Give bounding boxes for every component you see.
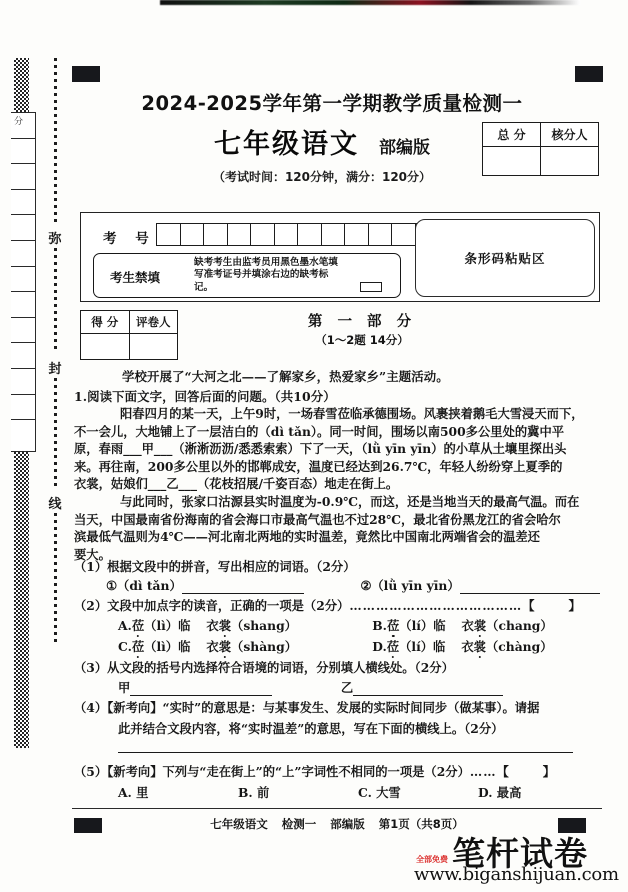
watermark-url: www.biganshijuan.com <box>414 864 619 885</box>
subject-edition: 部编版 <box>379 138 430 158</box>
footer-subject: 七年级语文 <box>210 817 268 831</box>
passage-line: 当天，中国最南省份海南的省会海口市最高气温也不过28℃，最北省份黑龙江的省会哈尔 <box>74 511 561 527</box>
sub-question-4 <box>74 698 539 716</box>
leader-dots-5: …… <box>469 764 497 779</box>
subject-row <box>112 122 532 161</box>
option-C-tail1: 临 <box>178 639 191 654</box>
option-C-word1: 莅 <box>131 639 145 654</box>
bracket-open: 【 <box>522 598 535 613</box>
exam-number-cells[interactable] <box>156 223 439 246</box>
sub-question-5 <box>74 762 555 780</box>
score-grader-header-row <box>81 311 177 334</box>
option-B-label: B. <box>372 618 387 633</box>
total-score-value-total[interactable] <box>483 147 541 175</box>
option-C[interactable] <box>118 637 368 655</box>
scanner-color-strip <box>160 0 580 5</box>
exam-number-cell[interactable] <box>344 223 368 246</box>
answer-blank-yi[interactable] <box>353 680 503 696</box>
sub-question-4-line1: “实时”的意思是：与某事发生、发展的实际时间同步（做某事）。请据 <box>162 700 540 715</box>
passage-line: 原，春雨___甲___（淅淅沥沥/悉悉索索）下了一天，（lǜ yīn yīn）的小草从土壤里探出头 <box>74 441 567 457</box>
option-D-label: D. <box>372 639 387 654</box>
option-C-pinyin2: （shàng） <box>231 639 298 654</box>
sub-question-3 <box>74 658 454 676</box>
answer-blank-1[interactable] <box>182 578 304 594</box>
option-A-tail1: 临 <box>178 618 191 633</box>
footer-edition: 部编版 <box>330 817 365 831</box>
seal-char-mi: 弥 <box>48 232 62 247</box>
passage-line: 阳春四月的某一天，上午9时，一场春雪莅临承德围场。风裹挟着鹅毛大雪浸天而下， <box>120 406 584 421</box>
passage-line: 滨最低气温则为4℃——河北南北两地的实时温差，竟然比中国南北两端省会的温差还 <box>74 529 540 545</box>
barcode-paste-area: 条形码粘贴区 <box>415 219 595 297</box>
option-B[interactable] <box>372 616 622 634</box>
part-range: （1～2题 14分） <box>315 333 409 347</box>
seal-char-xian: 线 <box>48 497 62 512</box>
footer-divider <box>72 808 602 809</box>
sub-question-3-answers <box>118 678 503 696</box>
sub-question-5-text: 下列与“走在街上”的“上”字词性不相同的一项是（2分） <box>162 764 470 779</box>
sub-question-1-text: 根据文段中的拼音，写出相应的词语。（2分） <box>107 559 356 574</box>
option-A-pinyin1: （lì） <box>144 618 179 633</box>
score-grader-table <box>80 310 178 360</box>
option-A[interactable] <box>118 616 368 634</box>
bracket-close: 】 <box>568 598 581 613</box>
passage-line: 与此同时，张家口沽源县实时温度为-0.9℃，而这，还是当地当天的最高气温。而在 <box>120 493 580 509</box>
option-B-pinyin1: （lí） <box>399 618 434 633</box>
footer-exam: 检测一 <box>281 817 317 831</box>
exam-number-cell[interactable] <box>274 223 298 246</box>
sub-question-1 <box>74 557 356 575</box>
total-score-header-row <box>483 123 598 147</box>
exam-number-cell[interactable] <box>321 223 345 246</box>
exam-number-cell[interactable] <box>297 223 321 246</box>
edge-table-partial-glyph: 分 <box>14 117 24 127</box>
option-A-pinyin2: （shang） <box>231 618 297 633</box>
sub-question-2 <box>74 596 581 614</box>
exam-number-cell[interactable] <box>180 223 204 246</box>
total-score-value-row <box>483 147 598 175</box>
sub-question-1-answers <box>106 576 606 594</box>
option-5-D[interactable]: D. 最高 <box>478 785 522 800</box>
score-value[interactable] <box>81 334 130 359</box>
activity-intro-line: 学校开展了“大河之北——了解家乡，热爱家乡”主题活动。 <box>122 369 449 384</box>
blank-label-yi: 乙 <box>340 680 354 695</box>
absent-mark-checkbox[interactable] <box>360 282 382 292</box>
grader-header: 评卷人 <box>136 315 171 329</box>
grader-value[interactable] <box>130 334 178 359</box>
exam-number-cell[interactable] <box>156 223 180 246</box>
sub-question-4-no: （4） <box>74 700 108 715</box>
sub-question-5-options <box>118 783 598 801</box>
page-title: 2024-2025学年第一学期教学质量检测一 <box>141 92 523 115</box>
sub-question-4-line2: 此并结合文段内容，将“实时温差”的意思，写在下面的横线上。（2分） <box>118 721 504 736</box>
absent-instruction-text: 缺考考生由监考员用黑色墨水笔填写准考证号并填涂右边的缺考标记。 <box>194 257 338 293</box>
sub-question-2-no: （2） <box>74 598 108 613</box>
option-D-word2: 衣裳 <box>461 639 486 654</box>
bracket-close-5: 】 <box>542 764 556 779</box>
total-score-value-checker[interactable] <box>541 147 598 175</box>
footer-page: 第1页（共8页） <box>378 817 464 831</box>
score-header: 得 分 <box>81 311 130 333</box>
option-B-pinyin2: （chang） <box>486 618 553 633</box>
watermark-free-tag: 全部免费 <box>416 855 448 864</box>
seal-char-feng: 封 <box>48 362 62 377</box>
subject-name: 七年级语文 <box>214 129 359 160</box>
option-5-C[interactable]: C. 大雪 <box>358 785 401 800</box>
option-A-word1: 莅 <box>131 618 145 633</box>
pinyin-prompt-2: ②（lǜ yīn yīn） <box>360 578 460 593</box>
exam-number-cell[interactable] <box>227 223 251 246</box>
exam-number-label: 考 号 <box>103 231 156 247</box>
score-grader-value-row <box>81 334 177 359</box>
passage-line: 要大。 <box>74 546 111 562</box>
sub-question-3-text: 从文段的括号内选择符合语境的词语，分别填人横线处。（2分） <box>107 660 454 675</box>
part-title: 第 一 部 分 <box>307 314 417 330</box>
sub-question-4-answer-line[interactable] <box>118 752 573 753</box>
do-not-fill-label: 考生禁填 <box>110 270 161 285</box>
option-C-word2: 衣裳 <box>206 639 232 654</box>
reading-passage <box>74 405 598 563</box>
candidate-info-box <box>80 212 600 302</box>
passage-line: 来。再往南，200多公里以外的邯郸成安，温度已经达到26.7℃，年轻人纷纷穿上夏季的 <box>74 458 563 474</box>
exam-paper <box>72 60 602 831</box>
option-A-word2: 衣裳 <box>206 618 232 633</box>
sub-question-3-no: （3） <box>74 660 108 675</box>
seal-line <box>46 58 64 758</box>
exam-number-cell[interactable] <box>203 223 227 246</box>
sub-question-5-no: （5） <box>74 764 108 779</box>
watermark-brand: 笔杆试卷 <box>452 834 588 873</box>
do-not-fill-box <box>93 253 401 298</box>
sub-question-2-text: 文段中加点字的读音，正确的一项是（2分） <box>107 598 350 613</box>
exam-number-cell[interactable] <box>368 223 392 246</box>
sub-question-5-tag: 【新考向】 <box>107 764 163 779</box>
total-score-header-total: 总 分 <box>483 123 541 146</box>
exam-number-cell[interactable] <box>391 223 415 246</box>
bracket-open-5: 【 <box>496 764 509 779</box>
option-D-pinyin2: （chàng） <box>485 639 553 654</box>
option-D[interactable] <box>372 637 622 655</box>
question-1-stem: 1.阅读下面文字，回答后面的问题。（共10分） <box>74 389 336 404</box>
answer-blank-jia[interactable] <box>130 680 272 696</box>
exam-number-cell[interactable] <box>250 223 274 246</box>
passage-line: 不一会儿，大地铺上了一层洁白的（dì tǎn）。同一时间，围场以南500多公里处的冀中平 <box>74 423 565 439</box>
total-score-table <box>482 122 599 176</box>
blank-label-jia: 甲 <box>118 680 131 695</box>
option-A-label: A. <box>118 618 132 633</box>
sub-question-4-tag: 【新考向】 <box>107 700 163 715</box>
passage-line: 衣裳，姑娘们___乙___（花枝招展/千姿百态）地走在街上。 <box>74 476 399 492</box>
pinyin-prompt-1: ①（dì tǎn） <box>106 578 182 593</box>
adjacent-page-edge-table <box>11 112 36 452</box>
option-B-tail1: 临 <box>433 618 446 633</box>
option-D-word1: 莅 <box>386 639 400 654</box>
option-B-word1: 莅 <box>386 618 400 633</box>
option-B-word2: 衣裳 <box>461 618 487 633</box>
sub-question-2-option-row-2 <box>118 637 628 655</box>
option-D-tail1: 临 <box>433 639 446 654</box>
option-C-label: C. <box>118 639 132 654</box>
option-5-A[interactable]: A. 里 <box>118 785 149 800</box>
sub-question-2-option-row-1 <box>118 616 628 634</box>
exam-meta: （考试时间：120分钟，满分：120分） <box>212 170 432 184</box>
option-5-B[interactable]: B. 前 <box>238 785 270 800</box>
answer-blank-2[interactable] <box>460 578 600 594</box>
option-D-pinyin1: （lí） <box>399 639 434 654</box>
option-C-pinyin1: （lì） <box>144 639 179 654</box>
total-score-header-checker: 核分人 <box>551 128 588 142</box>
leader-dots: ………………………………… <box>349 598 523 613</box>
sub-question-1-no: （1） <box>74 559 108 574</box>
